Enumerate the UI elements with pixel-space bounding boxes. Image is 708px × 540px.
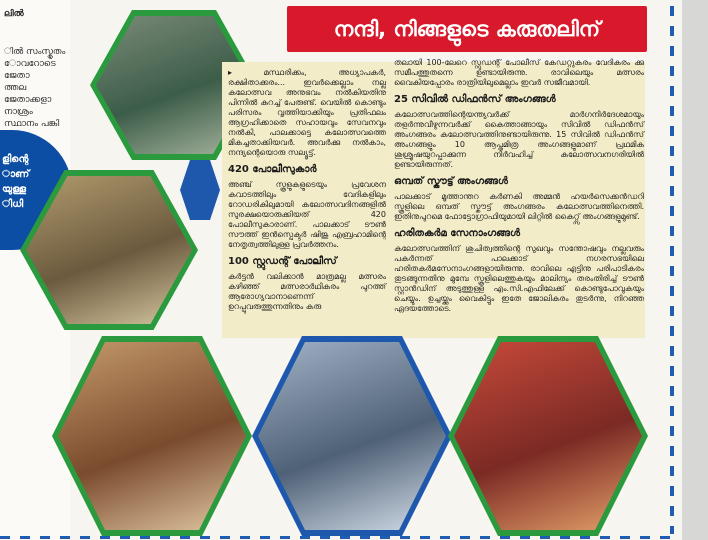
paragraph: ▸ മസ്ഥരിക്കം, അധ്യാപകർ, രക്ഷിതാക്കരം... ഇവർക്കെല്ലാം നല്ല കലോത്സവ അനുഭവം നൽകിയതിനു പിന്നിൽ കുറച്ച് പേരുണ്ട്. വെയിൽ കൊണ്ടും പരിസരം വൃത്തിയാക്കിയും പ്രതിഫലം ആഗ്രഹിക്കാതെ സഹായവും സേവനവും നൽകി, പാലക്കാട്ടെ കലോത്സവത്തെ മികച്ചതാക്കിയവർ. അവർക്കു നൽകാം, നന്ദ്യന്റെയൊരു സല്യൂട്ട്. <box>228 68 386 157</box>
callout-line: ിധി <box>2 199 24 210</box>
subheading: 25 സിവിൽ ഡിഫൻസ് അംഗങ്ങൾ <box>394 94 556 105</box>
subheading: ഹരിതകർമ സേനാംഗങ്ങൾ <box>394 228 521 239</box>
paragraph: അഞ്ച് സ്കൂളുകളുടെയും പ്രവേശന കവാടത്തിലും വേദികളിലും റോഡരികിലുമായി കലോത്സവദിനങ്ങളിൽ സുരക്ഷയൊരുക്കിയത് 420 പോലീസുകാരാണ്. പാലക്കാട് ടൗൺ സൗത്ത് ഇൻസ്പെക്ടർ ഷിജു എബ്രഹാമിന്റെ നേതൃത്വത്തിലുള്ള പ്രവർത്തനം. <box>228 180 386 249</box>
snippet-line: ത്തല ജേതാക്കളാ <box>4 83 52 105</box>
paragraph: കലോത്സവത്തിന്റെയന്ത്യവർക്ക് മാർഗനിർദേശമായും തളർന്നുവീഴുന്നവർക്ക് കൈത്താങ്ങായും സിവിൽ ഡിഫൻസ് അംഗങ്ങരം കലോത്സവത്തിനുണ്ടായിരുന്നു. 15 സിവിൽ ഡിഫൻസ് അംഗങ്ങളും 10 ആപ്തമിത്ര അംഗങ്ങളുമാണ് പ്രഥമിക ശുശ്രൂഷയുറപ്പാക്കുന്ന നിർവഹിച്ച് കലോത്സവനഗരിയിൽ ഉണ്ടായിരുന്നത്. <box>394 110 644 169</box>
article-column-2 <box>394 58 644 318</box>
right-dashed-border <box>670 6 674 534</box>
scouts-photo <box>58 342 246 530</box>
snippet-line: ിൽ സംസ്കൃതം <box>4 47 66 57</box>
photo-cameras-hex <box>252 336 452 536</box>
callout-line: യുള്ള <box>2 184 27 195</box>
article-column-1 <box>228 68 386 316</box>
headline: നന്ദി, നിങ്ങളുടെ കരുതലിന് <box>333 17 601 41</box>
photo-scouts-hex <box>52 336 252 536</box>
decorative-hex <box>180 160 220 220</box>
photo-harithakarma-hex <box>448 336 648 536</box>
blue-callout-text <box>2 152 29 212</box>
bottom-photo-strip <box>0 336 680 536</box>
subheading: ഒമ്പത് സ്കൗട്ട് അംഗങ്ങൾ <box>394 176 508 187</box>
police-photo <box>26 176 192 324</box>
paragraph: കലോത്സവത്തിന് ശുചിത്വത്തിന്റെ സുഖവും സന്തോഷവും നല്ലവരും പകർന്നത് പാലക്കാട് നഗരസഭയിലെ ഹരിതകർമസേനാംഗങ്ങളായിരുന്നു. രാവിലെ എട്ടിനു പരിപാടികരം തുടങ്ങുന്നതിനു മുമ്പേ സ്കൂളിലെത്തുകയും മാലിന്യം തരംതിരിച്ച് ടൗൺ സ്റ്റാൻഡിന് അടുത്തുള്ള എം.സി.എഫിലേക്ക് കൊണ്ടുപോവുകയും ചെയ്യും. ഉച്ചയ്ക്കും വൈകിട്ടും ഇതേ ജോലികരം തുടർന്നു, നിറഞ്ഞ ഏദയത്തോടെ. <box>394 244 644 313</box>
snippet-line: ോവറോടെ ജേതാ <box>4 59 56 81</box>
paragraph: കർട്ടൻ വലിക്കാൻ മാത്രമല്ല മത്സരം കഴിഞ്ഞ് മത്സരാർഥികരം പുറത്ത് ആരോഗ്യവാനാണെന്ന് ഉറപ്പുവരുത്തുന്നതിനും കരു <box>228 272 386 311</box>
cameras-photo <box>258 342 446 530</box>
bottom-dashed-border <box>0 536 680 539</box>
harithakarma-photo <box>454 342 642 530</box>
paragraph: പാലക്കാട് മൂത്താന്തറ കർണകി അമ്മൻ ഹയർസെക്കൻഡറി സ്കൂളിലെ ഒമ്പത് സ്കൗട്ട് അംഗങ്ങരം കലോത്സവത്തിനെത്തി. ഇതിനുപുറമെ ഫോട്ടോഗ്രാഫിയുമായി ലിറ്റിൽ കൈറ്റ്സ് അംഗങ്ങളുമുണ്ട്. <box>394 192 644 221</box>
paragraph: തലായി 100-ലേറെ സ്റ്റുഡന്റ് പോലീസ് കേഡറ്റുകരം വേദികരം ക്കു സമീപത്തുതന്നെ ഉണ്ടായിരുന്നു. രാവിലെയും മത്സരം വൈകിയപ്പോരം രാത്രിയിലുമെല്ലാം ഇവർ സജീവമായി. <box>394 58 644 87</box>
page-right-margin <box>682 0 708 540</box>
subheading: 100 സ്റ്റുഡന്റ് പോലീസ് <box>228 256 337 267</box>
headline-banner <box>287 6 647 52</box>
subheading: 420 പോലീസുകാർ <box>228 164 317 175</box>
callout-line: ാണ് <box>2 169 30 180</box>
snippet-line: നാശ്രം സ്ഥാനം പങ്കി <box>4 107 60 129</box>
left-column-header: ലിൽ <box>4 9 24 19</box>
callout-line: ളിന്റെ <box>2 154 29 165</box>
